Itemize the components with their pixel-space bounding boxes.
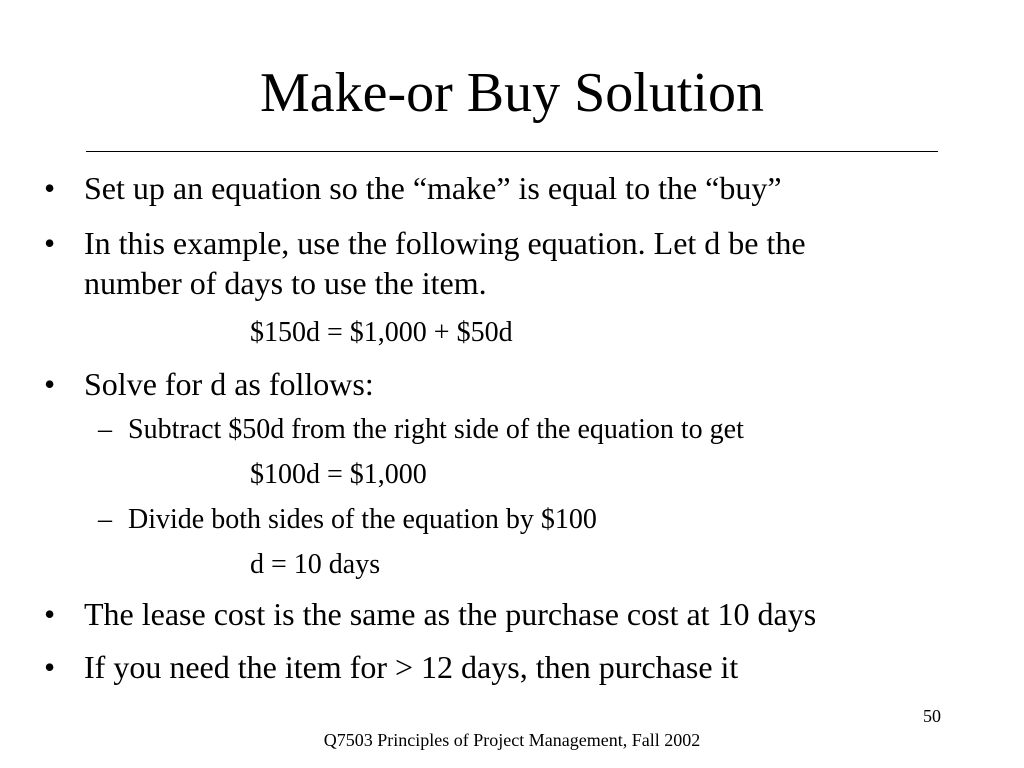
bullet-text: The lease cost is the same as the purchase cost at 10 days bbox=[84, 596, 817, 632]
bullet-icon: • bbox=[44, 366, 56, 402]
sub-bullet-item bbox=[98, 413, 998, 447]
bullet-text: Solve for d as follows: bbox=[84, 366, 374, 402]
bullet-icon: • bbox=[44, 649, 56, 685]
bullet-icon: • bbox=[44, 225, 56, 261]
bullet-text: Set up an equation so the “make” is equal to the “buy” bbox=[84, 170, 782, 206]
bullet-item bbox=[44, 594, 1019, 634]
dash-icon: – bbox=[98, 504, 112, 535]
slide-number: 50 bbox=[923, 706, 941, 726]
dash-icon: – bbox=[98, 414, 112, 445]
bullet-item bbox=[44, 168, 1004, 208]
sub-bullet-item bbox=[98, 503, 998, 537]
bullet-text-line-2: number of days to use the item. bbox=[84, 265, 487, 301]
bullet-icon: • bbox=[44, 170, 56, 206]
slide-title: Make-or Buy Solution bbox=[260, 62, 764, 124]
sub-bullet-text: Subtract $50d from the right side of the equation to get bbox=[128, 414, 744, 445]
equation: d = 10 days bbox=[250, 549, 381, 580]
bullet-item bbox=[44, 223, 1004, 303]
bullet-text: If you need the item for > 12 days, then purchase it bbox=[84, 649, 739, 685]
bullet-text-line-1: In this example, use the following equation. Let d be the bbox=[84, 225, 806, 261]
bullet-item bbox=[44, 647, 1004, 687]
bullet-item bbox=[44, 364, 1004, 404]
equation: $150d = $1,000 + $50d bbox=[250, 317, 513, 348]
equation: $100d = $1,000 bbox=[250, 459, 427, 490]
sub-bullet-text: Divide both sides of the equation by $100 bbox=[128, 504, 597, 535]
title-underline bbox=[86, 151, 938, 152]
footer-text: Q7503 Principles of Project Management, Fall 2002 bbox=[323, 730, 701, 750]
bullet-icon: • bbox=[44, 596, 56, 632]
